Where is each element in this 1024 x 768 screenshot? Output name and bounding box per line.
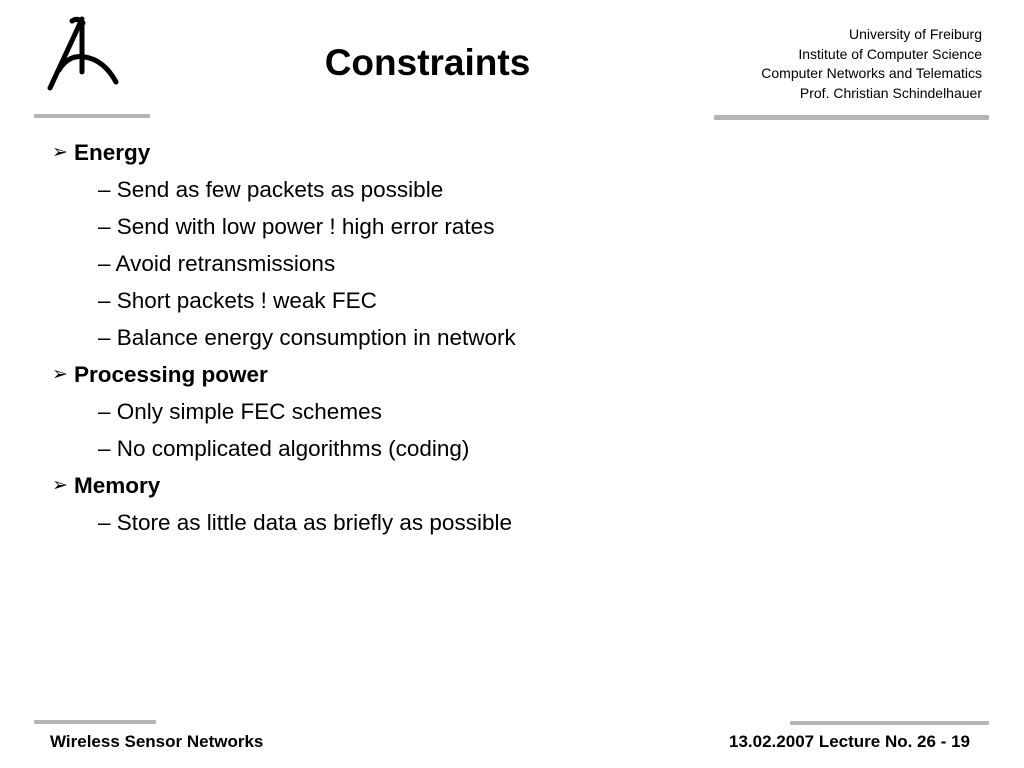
footer-rule-left: [34, 720, 156, 724]
arrow-bullet-icon: ➢: [52, 364, 68, 385]
section-heading: Memory: [74, 473, 161, 498]
list-item: – Avoid retransmissions: [98, 251, 336, 276]
list-item: – Send with low power ! high error rates: [98, 214, 495, 239]
list-item: – Store as little data as briefly as possible: [98, 510, 512, 535]
footer-lecture-info: 13.02.2007 Lecture No. 26 - 19: [729, 732, 970, 751]
arrow-bullet-icon: ➢: [52, 142, 68, 163]
section-processing-power: [52, 356, 952, 393]
footer-course: Wireless Sensor Networks: [50, 732, 264, 751]
affiliation-professor: Prof. Christian Schindelhauer: [799, 84, 982, 101]
list-item: – No complicated algorithms (coding): [98, 436, 470, 461]
affiliation-department: Computer Networks and Telematics: [761, 65, 982, 81]
slide-title: Constraints: [324, 42, 531, 83]
section-energy: [52, 134, 952, 171]
header-rule-left: [34, 114, 150, 118]
affiliation-university: University of Freiburg: [848, 26, 982, 42]
list-item: – Short packets ! weak FEC: [98, 288, 377, 313]
list-item: – Only simple FEC schemes: [98, 399, 382, 424]
section-heading: Processing power: [74, 362, 268, 387]
section-heading: Energy: [74, 140, 151, 165]
slide-content: [52, 134, 952, 541]
list-item: – Send as few packets as possible: [98, 177, 444, 202]
affiliation-block: [761, 25, 982, 103]
footer-rule-right: [790, 721, 989, 725]
header-rule-right: [714, 115, 989, 120]
section-memory: [52, 467, 952, 504]
arrow-bullet-icon: ➢: [52, 475, 68, 496]
list-item: – Balance energy consumption in network: [98, 325, 516, 350]
affiliation-institute: Institute of Computer Science: [798, 45, 982, 62]
university-logo: [42, 14, 122, 94]
